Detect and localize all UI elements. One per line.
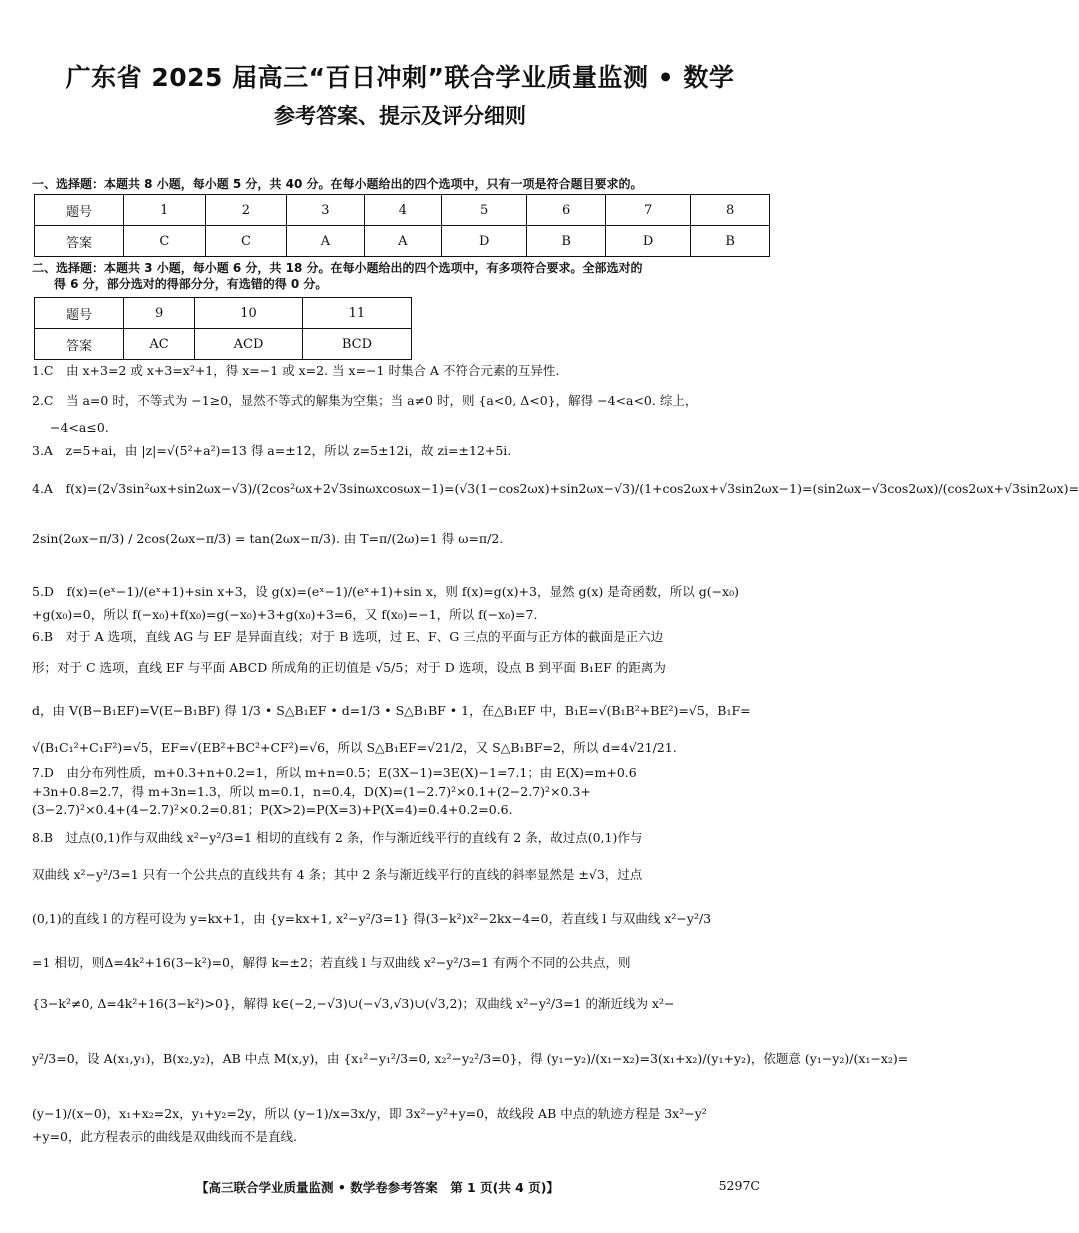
table-cell: C: [205, 226, 287, 257]
table-cell: 题号: [35, 195, 124, 226]
solution-6-cont: √(B₁C₁²+C₁F²)=√5，EF=√(EB²+BC²+CF²)=√6，所以 S△B₁EF=√21/2，又 S△B₁BF=2，所以 d=4√21/21.: [32, 740, 677, 755]
solution-4: 4.A f(x)=(2√3sin²ωx+sin2ωx−√3)/(2cos²ωx+2√3sinωxcosωx−1)=(√3(1−cos2ωx)+sin2ωx−√3)/(1+cos2ωx+√3sin2ωx−1)=(sin2ωx−√3cos2ωx)/(cos2ωx+√3sin2ωx)=: [32, 481, 1079, 496]
solution-8-cont: {3−k²≠0, Δ=4k²+16(3−k²)>0}，解得 k∈(−2,−√3)∪(−√3,√3)∪(√3,2)；双曲线 x²−y²/3=1 的渐近线为 x²−: [32, 996, 675, 1011]
solution-6: 6.B 对于 A 选项，直线 AG 与 EF 是异面直线；对于 B 选项，过 E、F、G 三点的平面与正方体的截面是正六边: [32, 629, 664, 644]
section-1-heading: 一、选择题：本题共 8 小题，每小题 5 分，共 40 分。在每小题给出的四个选项中，只有一项是符合题目要求的。: [32, 177, 643, 191]
table-row: [35, 195, 770, 226]
page-title: 广东省 2025 届高三“百日冲刺”联合学业质量监测 • 数学: [65, 63, 735, 92]
table-cell: D: [605, 226, 690, 257]
footer-text: 【高三联合学业质量监测 • 数学卷参考答案 第 1 页(共 4 页)】: [196, 1180, 559, 1195]
answer-table-1: [34, 194, 770, 257]
table-cell: B: [527, 226, 606, 257]
table-cell: 答案: [35, 329, 124, 360]
section-2-heading-line: 得 6 分，部分选对的得部分分，有选错的得 0 分。: [54, 277, 328, 291]
table-cell: 5: [442, 195, 527, 226]
table-cell: 6: [527, 195, 606, 226]
solution-8-cont: (y−1)/(x−0)，x₁+x₂=2x，y₁+y₂=2y，所以 (y−1)/x=3x/y，即 3x²−y²+y=0，故线段 AB 中点的轨迹方程是 3x²−y²: [32, 1106, 707, 1121]
table-cell: 9: [124, 298, 195, 329]
solution-8: 8.B 过点(0,1)作与双曲线 x²−y²/3=1 相切的直线有 2 条，作与渐近线平行的直线有 2 条，故过点(0,1)作与: [32, 830, 643, 845]
table-cell: 题号: [35, 298, 124, 329]
solution-5-cont: +g(x₀)=0，所以 f(−x₀)+f(x₀)=g(−x₀)+3+g(x₀)+3=6，又 f(x₀)=−1，所以 f(−x₀)=7.: [32, 607, 538, 622]
table-cell: ACD: [195, 329, 303, 360]
table-cell: A: [287, 226, 364, 257]
solution-7: 7.D 由分布列性质，m+0.3+n+0.2=1，所以 m+n=0.5；E(3X−1)=3E(X)−1=7.1；由 E(X)=m+0.6: [32, 765, 637, 780]
section-2-heading-line: 二、选择题：本题共 3 小题，每小题 6 分，共 18 分。在每小题给出的四个选项中，有多项符合要求。全部选对的: [32, 261, 643, 275]
section-2-heading: [32, 260, 780, 292]
solution-3: 3.A z=5+ai，由 |z|=√(5²+a²)=13 得 a=±12，所以 z=5±12i，故 zi=±12+5i.: [32, 443, 512, 458]
solution-8-cont: y²/3=0，设 A(x₁,y₁)，B(x₂,y₂)，AB 中点 M(x,y)，由 {x₁²−y₁²/3=0, x₂²−y₂²/3=0}，得 (y₁−y₂)/(x₁−x₂)=3(x₁+x₂)/(y₁+y₂)，依题意 (y₁−y₂)/(x₁−x₂)=: [32, 1051, 909, 1066]
table-cell: 3: [287, 195, 364, 226]
table-cell: 4: [364, 195, 441, 226]
solution-4-cont: 2sin(2ωx−π/3) / 2cos(2ωx−π/3) = tan(2ωx−π/3). 由 T=π/(2ω)=1 得 ω=π/2.: [32, 531, 504, 546]
table-cell: 7: [605, 195, 690, 226]
table-cell: AC: [124, 329, 195, 360]
table-row: [35, 329, 412, 360]
solution-7-cont: +3n+0.8=2.7，得 m+3n=1.3，所以 m=0.1，n=0.4，D(X)=(1−2.7)²×0.1+(2−2.7)²×0.3+: [32, 784, 591, 799]
table-cell: 11: [302, 298, 411, 329]
solution-7-cont: (3−2.7)²×0.4+(4−2.7)²×0.2=0.81；P(X>2)=P(X=3)+P(X=4)=0.4+0.2=0.6.: [32, 802, 513, 817]
table-cell: C: [124, 226, 206, 257]
solution-2: 2.C 当 a=0 时，不等式为 −1≥0，显然不等式的解集为空集；当 a≠0 时，则 {a<0, Δ<0}，解得 −4<a<0. 综上，: [32, 393, 698, 408]
table-cell: BCD: [302, 329, 411, 360]
footer-code: 5297C: [718, 1178, 760, 1193]
table-cell: 8: [691, 195, 770, 226]
page-subtitle: 参考答案、提示及评分细则: [274, 104, 526, 128]
table-cell: 答案: [35, 226, 124, 257]
answer-table-2: [34, 297, 412, 360]
solution-2-cont: −4<a≤0.: [50, 420, 109, 435]
solution-6-cont: 形；对于 C 选项，直线 EF 与平面 ABCD 所成角的正切值是 √5/5；对于 D 选项，设点 B 到平面 B₁EF 的距离为: [32, 660, 666, 675]
table-cell: 2: [205, 195, 287, 226]
solution-6-cont: d，由 V(B−B₁EF)=V(E−B₁BF) 得 1/3 • S△B₁EF • d=1/3 • S△B₁BF • 1，在△B₁EF 中，B₁E=√(B₁B²+BE²)=√5，B₁F=: [32, 703, 751, 718]
table-row: [35, 226, 770, 257]
solution-1: 1.C 由 x+3=2 或 x+3=x²+1，得 x=−1 或 x=2. 当 x=−1 时集合 A 不符合元素的互异性.: [32, 363, 560, 378]
table-cell: 10: [195, 298, 303, 329]
table-cell: B: [691, 226, 770, 257]
solution-8-cont: +y=0，此方程表示的曲线是双曲线而不是直线.: [32, 1129, 297, 1144]
solution-8-cont: 双曲线 x²−y²/3=1 只有一个公共点的直线共有 4 条；其中 2 条与渐近线平行的直线的斜率显然是 ±√3，过点: [32, 867, 643, 882]
table-cell: A: [364, 226, 441, 257]
table-cell: 1: [124, 195, 206, 226]
solution-8-cont: (0,1)的直线 l 的方程可设为 y=kx+1，由 {y=kx+1, x²−y²/3=1} 得(3−k²)x²−2kx−4=0，若直线 l 与双曲线 x²−y²/3: [32, 911, 712, 926]
table-cell: D: [442, 226, 527, 257]
solution-8-cont: =1 相切，则Δ=4k²+16(3−k²)=0，解得 k=±2；若直线 l 与双曲线 x²−y²/3=1 有两个不同的公共点，则: [32, 955, 631, 970]
solution-5: 5.D f(x)=(eˣ−1)/(eˣ+1)+sin x+3，设 g(x)=(eˣ−1)/(eˣ+1)+sin x，则 f(x)=g(x)+3，显然 g(x) 是奇函数，所以 g(−x₀): [32, 584, 739, 599]
table-row: [35, 298, 412, 329]
